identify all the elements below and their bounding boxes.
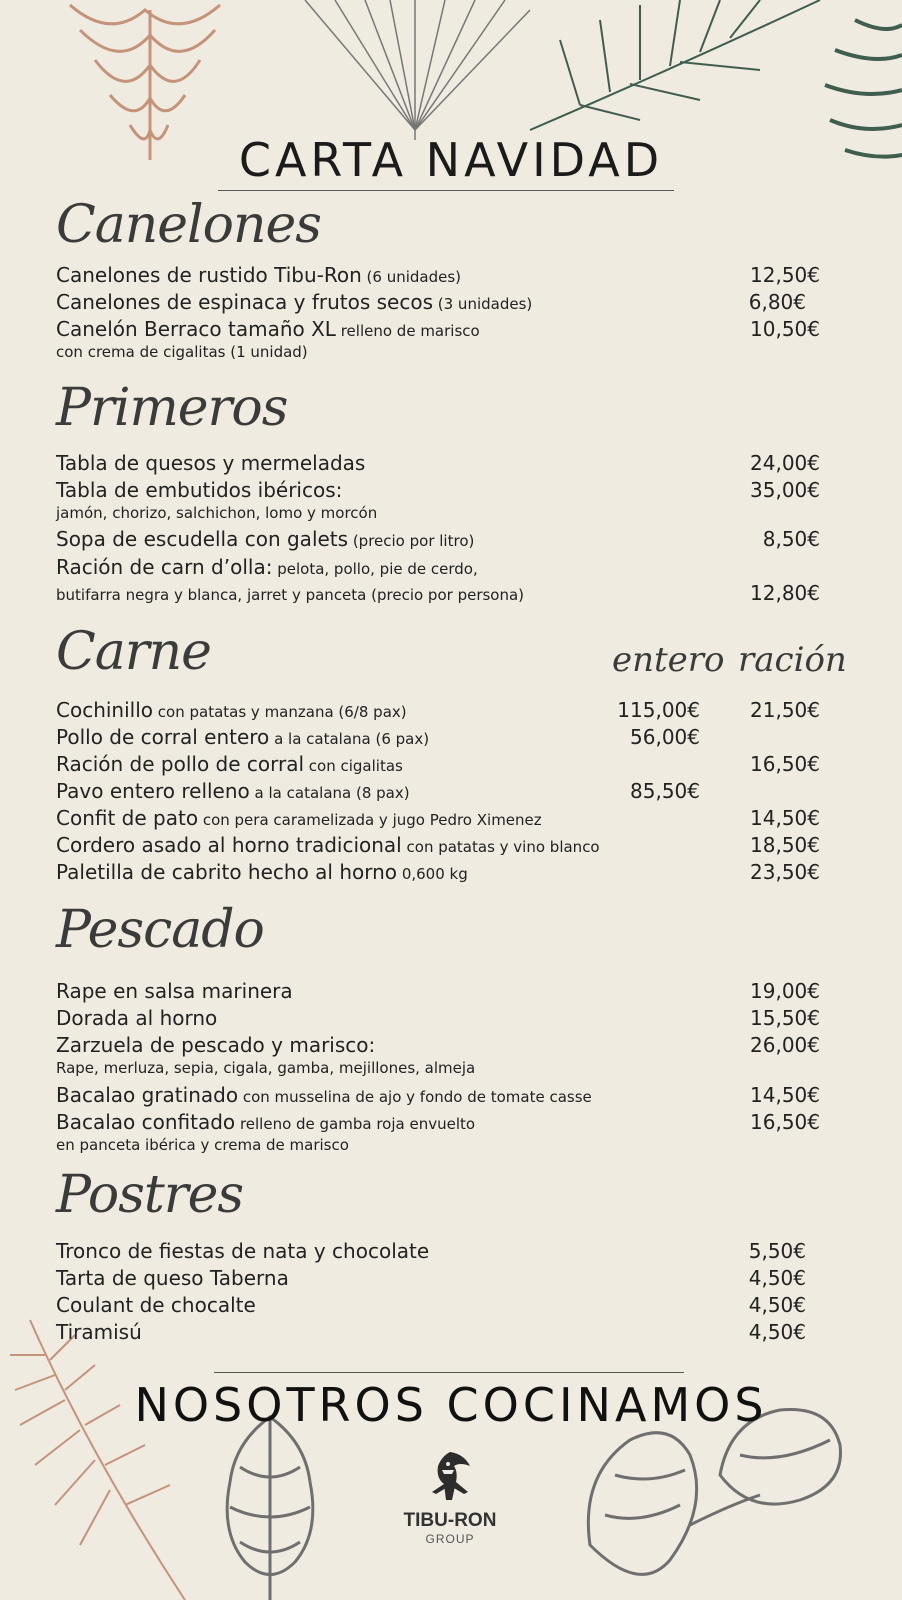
item-price: 4,50€: [748, 1320, 806, 1344]
menu-item: Canelones de espinaca y frutos secos (3 unidades): [56, 290, 533, 314]
item-price-entero: 85,50€: [630, 779, 700, 803]
pine-branch-copper-illustration: [0, 1315, 200, 1600]
item-price: 15,50€: [750, 1006, 820, 1030]
brand-subtitle: GROUP: [425, 1532, 475, 1546]
section-title-pescado: Pescado: [56, 900, 264, 960]
item-price: 8,50€: [762, 527, 820, 551]
menu-item: Ración de pollo de corral con cigalitas: [56, 752, 403, 776]
menu-item: Rape en salsa marinera: [56, 979, 293, 1003]
item-price: 5,50€: [748, 1239, 806, 1263]
shark-mascot-icon: [420, 1448, 480, 1506]
item-price: 26,00€: [750, 1033, 820, 1057]
item-price-entero: 115,00€: [617, 698, 700, 722]
item-price: 12,50€: [750, 263, 820, 287]
item-subtext: jamón, chorizo, salchichon, lomo y morcón: [56, 504, 378, 522]
menu-title: CARTA NAVIDAD: [238, 133, 664, 187]
item-subtext: en panceta ibérica y crema de marisco: [56, 1136, 349, 1154]
item-price-racion: 23,50€: [750, 860, 820, 884]
brand-logo: [390, 1448, 510, 1546]
column-header-entero: entero: [612, 640, 725, 680]
menu-item: Tabla de embutidos ibéricos:: [56, 478, 343, 502]
menu-item: Sopa de escudella con galets (precio por litro): [56, 527, 475, 551]
item-subtext: con crema de cigalitas (1 unidad): [56, 343, 308, 361]
item-price: 35,00€: [750, 478, 820, 502]
section-title-primeros: Primeros: [56, 378, 288, 438]
menu-item: Ración de carn d’olla: pelota, pollo, pie de cerdo,: [56, 555, 478, 579]
item-price: 10,50€: [750, 317, 820, 341]
item-price-entero: 56,00€: [630, 725, 700, 749]
menu-item: Tiramisú: [56, 1320, 142, 1344]
menu-item: Tronco de fiestas de nata y chocolate: [56, 1239, 430, 1263]
footer-divider: [214, 1372, 684, 1373]
item-price: 14,50€: [750, 1083, 820, 1107]
menu-item: Cochinillo con patatas y manzana (6/8 pax): [56, 698, 407, 722]
footer-slogan: NOSOTROS COCINAMOS: [134, 1378, 768, 1432]
menu-item: Pollo de corral entero a la catalana (6 pax): [56, 725, 430, 749]
section-title-canelones: Canelones: [56, 195, 321, 255]
item-price: 4,50€: [748, 1266, 806, 1290]
menu-item: Bacalao gratinado con musselina de ajo y fondo de tomate casse: [56, 1083, 592, 1107]
menu-item: Coulant de chocalte: [56, 1293, 256, 1317]
item-price: 6,80€: [748, 290, 806, 314]
menu-item: Paletilla de cabrito hecho al horno 0,600 kg: [56, 860, 468, 884]
menu-item: Canelones de rustido Tibu-Ron (6 unidades): [56, 263, 462, 287]
section-title-carne: Carne: [56, 622, 211, 682]
pine-branch-green-illustration: [520, 0, 830, 135]
menu-item: Canelón Berraco tamaño XL relleno de marisco: [56, 317, 480, 341]
section-title-postres: Postres: [56, 1165, 244, 1225]
item-price: 12,80€: [750, 581, 820, 605]
column-header-racion: ración: [738, 640, 847, 680]
item-price: 19,00€: [750, 979, 820, 1003]
item-price-racion: 18,50€: [750, 833, 820, 857]
menu-item: Cordero asado al horno tradicional con patatas y vino blanco: [56, 833, 600, 857]
item-price: 16,50€: [750, 1110, 820, 1134]
menu-item: Tarta de queso Taberna: [56, 1266, 289, 1290]
menu-item: Bacalao confitado relleno de gamba roja envuelto: [56, 1110, 476, 1134]
menu-item: Tabla de quesos y mermeladas: [56, 451, 366, 475]
header-divider: [218, 190, 674, 191]
menu-item: Pavo entero relleno a la catalana (8 pax): [56, 779, 410, 803]
item-price-racion: 21,50€: [750, 698, 820, 722]
menu-item: Zarzuela de pescado y marisco:: [56, 1033, 376, 1057]
item-subtext: Rape, merluza, sepia, cigala, gamba, mejillones, almeja: [56, 1059, 476, 1077]
pine-cone-grey-left-illustration: [215, 1412, 325, 1600]
pine-branch-grey-illustration: [295, 0, 535, 140]
item-price-racion: 16,50€: [750, 752, 820, 776]
menu-item: Confit de pato con pera caramelizada y jugo Pedro Ximenez: [56, 806, 542, 830]
brand-name: TIBU-RON: [403, 1510, 497, 1531]
item-price: 24,00€: [750, 451, 820, 475]
menu-item: Dorada al horno: [56, 1006, 218, 1030]
item-price: 4,50€: [748, 1293, 806, 1317]
item-price-racion: 14,50€: [750, 806, 820, 830]
item-subtext: butifarra negra y blanca, jarret y panceta (precio por persona): [56, 586, 525, 604]
